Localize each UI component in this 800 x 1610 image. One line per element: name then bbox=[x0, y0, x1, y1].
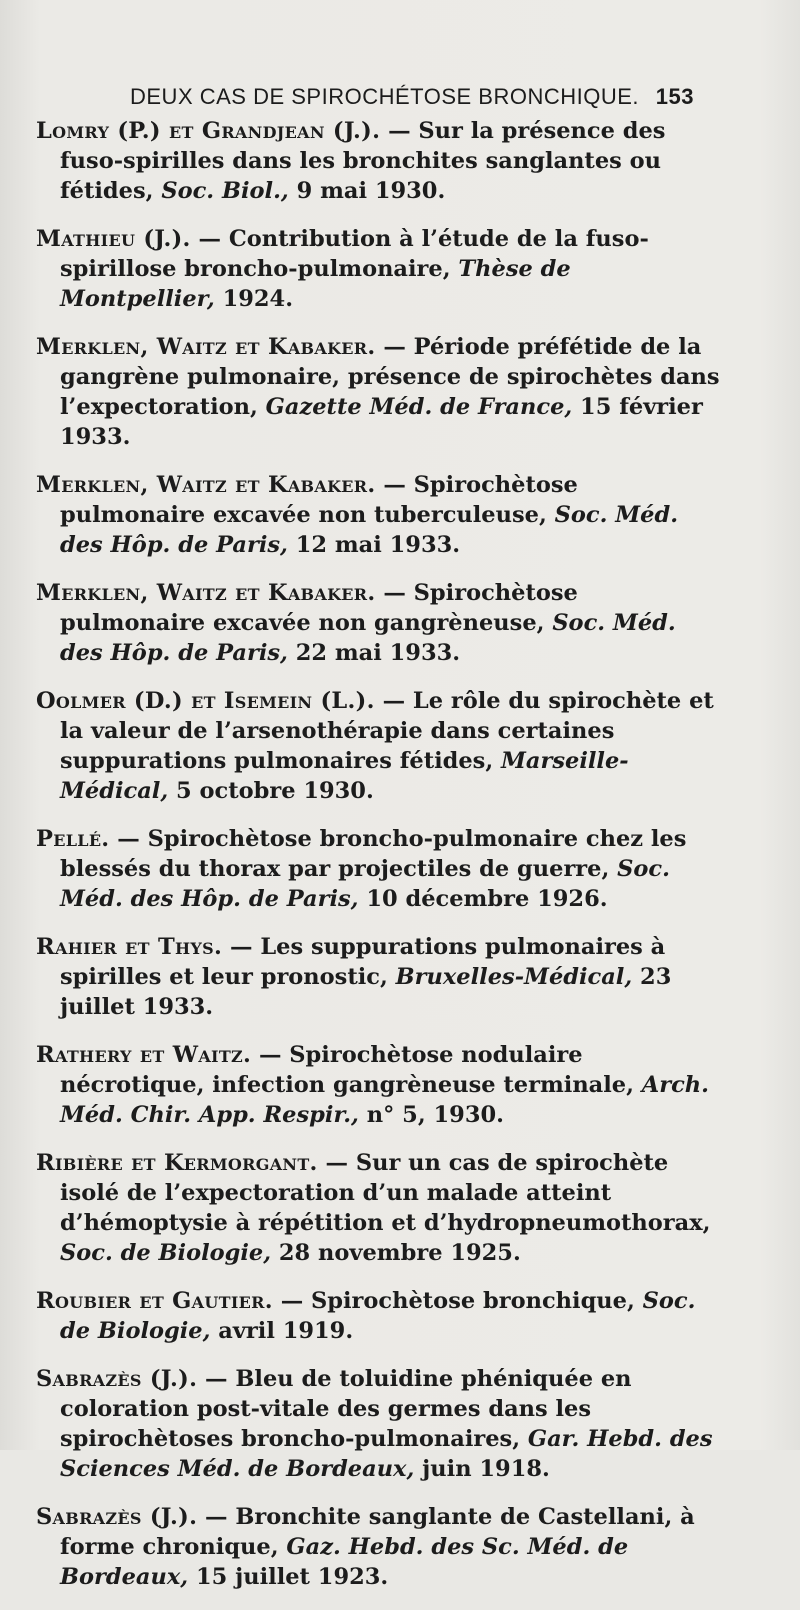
entry-source: Soc. Méd. des Hôp. de Paris, bbox=[60, 856, 670, 912]
entry-authors: Oolmer (D.) et Isemein (L.). bbox=[36, 688, 375, 714]
entry-source: Soc. de Biologie, bbox=[60, 1240, 272, 1266]
entry-authors: Lomry (P.) et Grandjean (J.). bbox=[36, 118, 381, 144]
entry-source: Bruxelles-Médical, bbox=[395, 964, 633, 990]
entry-date: 15 juillet 1923. bbox=[188, 1564, 389, 1590]
bibliography-entry bbox=[36, 116, 722, 206]
entry-authors: Rathery et Waitz. bbox=[36, 1042, 252, 1068]
entry-text: — Bronchite sanglante de Castellani, à forme chronique, bbox=[60, 1504, 695, 1560]
entry-source: Thèse de Montpellier, bbox=[60, 256, 571, 312]
entry-authors: Merklen, Waitz et Kabaker. bbox=[36, 334, 376, 360]
entry-date: 9 mai 1930. bbox=[288, 178, 446, 204]
bibliography-entry bbox=[36, 1286, 722, 1346]
running-title: DEUX CAS DE SPIROCHÉTOSE BRONCHIQUE. bbox=[130, 84, 640, 109]
entry-authors: Ribière et Kermorgant. bbox=[36, 1150, 318, 1176]
bibliography-entry bbox=[36, 470, 722, 560]
bibliography-entry bbox=[36, 824, 722, 914]
entry-date: n° 5, 1930. bbox=[358, 1102, 504, 1128]
entry-text: — Sur un cas de spirochète isolé de l’expectoration d’un malade atteint d’hémoptysie à répétition et d’hydropneumothorax, bbox=[60, 1150, 711, 1236]
entry-authors: Mathieu (J.). bbox=[36, 226, 191, 252]
entry-authors: Rahier et Thys. bbox=[36, 934, 223, 960]
bibliography-entry bbox=[36, 1148, 722, 1268]
entry-authors: Roubier et Gautier. bbox=[36, 1288, 273, 1314]
entry-date: 28 novembre 1925. bbox=[271, 1240, 521, 1266]
entry-date: 22 mai 1933. bbox=[287, 640, 461, 666]
entry-text: — Bleu de toluidine phéniquée en coloration post-vitale des germes dans les spirochètoses broncho-pulmonaires, bbox=[60, 1366, 632, 1452]
entry-date: 12 mai 1933. bbox=[287, 532, 461, 558]
bibliography-entry bbox=[36, 932, 722, 1022]
entry-date: 10 décembre 1926. bbox=[358, 886, 608, 912]
entry-text: — Période préfétide de la gangrène pulmonaire, présence de spirochètes dans l’expectoration, bbox=[60, 334, 720, 420]
entry-text: — Spirochètose broncho-pulmonaire chez les blessés du thorax par projectiles de guerre, bbox=[60, 826, 687, 882]
entry-source: Soc. Méd. des Hôp. de Paris, bbox=[60, 502, 679, 558]
bibliography-entry bbox=[36, 686, 722, 806]
entry-text: — Les suppurations pulmonaires à spirilles et leur pronostic, bbox=[60, 934, 666, 990]
entry-source: Soc. Biol., bbox=[161, 178, 289, 204]
entry-source: Soc. Méd. des Hôp. de Paris, bbox=[60, 610, 676, 666]
bibliography-entry bbox=[36, 1040, 722, 1130]
bibliography-entry bbox=[36, 332, 722, 452]
entry-text: — Spirochètose pulmonaire excavée non tuberculeuse, bbox=[60, 472, 578, 528]
bibliography-list bbox=[36, 116, 722, 1610]
entry-text: — Spirochètose bronchique, bbox=[272, 1288, 643, 1314]
entry-source: Gar. Hebd. des Sciences Méd. de Bordeaux, bbox=[60, 1426, 713, 1482]
entry-date: 15 février 1933. bbox=[60, 394, 703, 450]
entry-authors: Sabrazès (J.). bbox=[36, 1504, 198, 1530]
entry-text: — Sur la présence des fuso-spirilles dans les bronchites sanglantes ou fétides, bbox=[60, 118, 666, 204]
bibliography-entry bbox=[36, 1364, 722, 1484]
bibliography-entry bbox=[36, 1502, 722, 1592]
entry-source: Marseille-Médical, bbox=[60, 748, 629, 804]
entry-text: — Le rôle du spirochète et la valeur de l’arsenothérapie dans certaines suppurations pulmonaires fétides, bbox=[60, 688, 714, 774]
bibliography-entry bbox=[36, 224, 722, 314]
entry-source: Soc. de Biologie, bbox=[60, 1288, 696, 1344]
entry-text: — Contribution à l’étude de la fuso-spirillose broncho-pulmonaire, bbox=[60, 226, 649, 282]
entry-authors: Merklen, Waitz et Kabaker. bbox=[36, 472, 376, 498]
entry-source: Gaz. Hebd. des Sc. Méd. de Bordeaux, bbox=[60, 1534, 629, 1590]
entry-source: Gazette Méd. de France, bbox=[265, 394, 573, 420]
entry-authors: Sabrazès (J.). bbox=[36, 1366, 198, 1392]
entry-authors: Pellé. bbox=[36, 826, 110, 852]
entry-date: 5 octobre 1930. bbox=[168, 778, 374, 804]
page-number: 153 bbox=[655, 84, 694, 109]
entry-source: Arch. Méd. Chir. App. Respir., bbox=[60, 1072, 710, 1128]
entry-text: — Spirochètose nodulaire nécrotique, infection gangrèneuse terminale, bbox=[60, 1042, 642, 1098]
entry-authors: Merklen, Waitz et Kabaker. bbox=[36, 580, 376, 606]
entry-date: avril 1919. bbox=[210, 1318, 354, 1344]
entry-date: 23 juillet 1933. bbox=[60, 964, 672, 1020]
bibliography-entry bbox=[36, 578, 722, 668]
entry-text: — Spirochètose pulmonaire excavée non gangrèneuse, bbox=[60, 580, 578, 636]
entry-date: juin 1918. bbox=[414, 1456, 550, 1482]
entry-date: 1924. bbox=[214, 286, 294, 312]
